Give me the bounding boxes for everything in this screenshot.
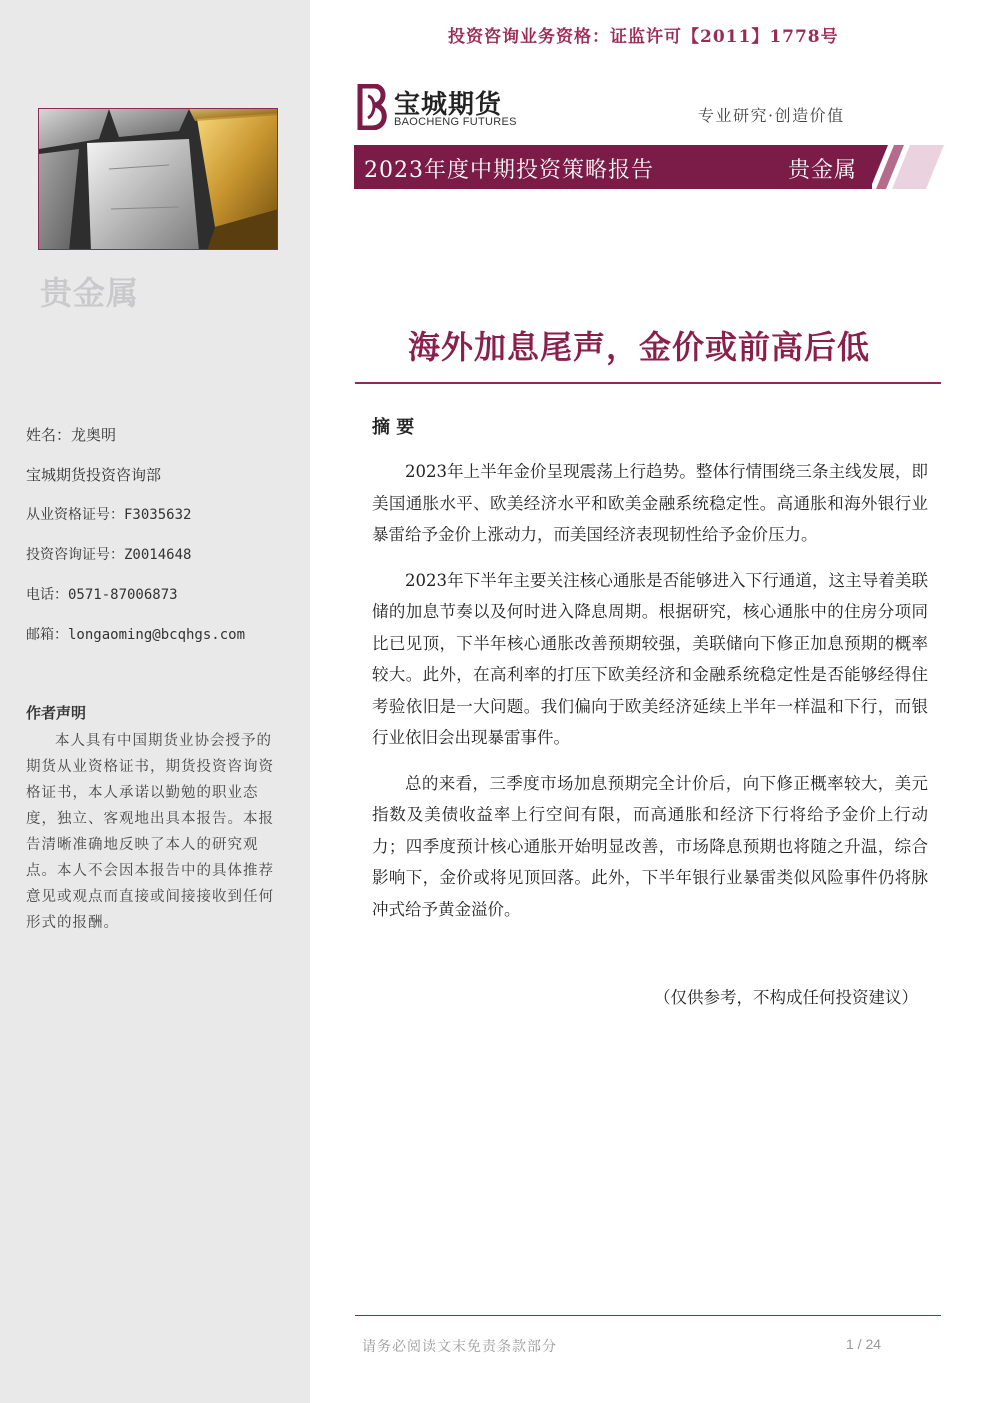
slogan: 专业研究·创造价值	[698, 106, 845, 125]
abstract-paragraph-2: 2023年下半年主要关注核心通胀是否能够进入下行通道，这主导着美联储的加息节奏以及何时进入降息周期。根据研究，核心通胀中的住房分项同比已见顶，下半年核心通胀改善预期较强，美联储向下修正加息预期的概率较大。此外，在高利率的打压下欧美经济和金融系统稳定性是否能够经得住考验依旧是一大问题。我们偏向于欧美经济延续上半年一样温和下行，而银行业依旧会出现暴雷事件。	[372, 570, 928, 747]
license-line: 投资咨询业务资格：证监许可【2011】1778号	[448, 27, 839, 47]
footer-divider	[355, 1315, 941, 1316]
sidebar	[0, 0, 310, 1403]
author-name: 姓名：龙奥明	[26, 426, 117, 444]
declaration-body: 本人具有中国期货业协会授予的期货从业资格证书，期货投资咨询资格证书，本人承诺以勤勉的职业态度，独立、客观地出具本报告。本报告清晰准确地反映了本人的研究观点。本人不会因本报告中的具体推荐意见或观点而直接或间接接收到任何形式的报酬。	[26, 733, 274, 931]
qualification-number: 从业资格证号：F3035632	[26, 507, 192, 523]
phone: 电话：0571-87006873	[26, 587, 178, 603]
consulting-number: 投资咨询证号：Z0014648	[26, 547, 192, 563]
page-headline: 海外加息尾声，金价或前高后低	[408, 328, 871, 366]
email: 邮箱：longaoming@bcqhgs.com	[26, 627, 246, 643]
declaration-title: 作者声明	[26, 704, 87, 722]
abstract-paragraph-3: 总的来看，三季度市场加息预期完全计价后，向下修正概率较大，美元指数及美债收益率上行空间有限，而高通胀和经济下行将给予金价上行动力；四季度预计核心通胀开始明显改善，市场降息预期也将随之升温，综合影响下，金价或将见顶回落。此外，下半年银行业暴雷类似风险事件仍将脉冲式给予黄金溢价。	[372, 773, 928, 919]
author-department: 宝城期货投资咨询部	[26, 466, 162, 484]
report-title: 2023年度中期投资策略报告	[364, 158, 654, 183]
abstract-body	[372, 456, 928, 939]
abstract-title: 摘 要	[372, 417, 415, 438]
report-category: 贵金属	[788, 158, 858, 183]
advice-note: （仅供参考，不构成任何投资建议）	[654, 988, 918, 1007]
page-number: 1 / 24	[846, 1336, 882, 1352]
company-logo	[356, 84, 526, 130]
headline-divider	[355, 382, 941, 384]
logo-english: BAOCHENG FUTURES	[394, 116, 517, 128]
footer-disclaimer: 请务必阅读文末免责条款部分	[362, 1339, 557, 1355]
sidebar-section-title: 贵金属	[40, 274, 140, 312]
author-contact	[26, 424, 245, 664]
logo-mark-icon	[356, 84, 390, 130]
logo-chinese: 宝城期货	[394, 90, 503, 120]
banner-stripes	[854, 145, 944, 189]
abstract-paragraph-1: 2023年上半年金价呈现震荡上行趋势。整体行情围绕三条主线发展，即美国通胀水平、欧美经济水平和欧美金融系统稳定性。高通胀和海外银行业暴雷给予金价上涨动力，而美国经济表现韧性给予金价压力。	[372, 462, 928, 544]
precious-metal-bars-image	[38, 108, 278, 250]
